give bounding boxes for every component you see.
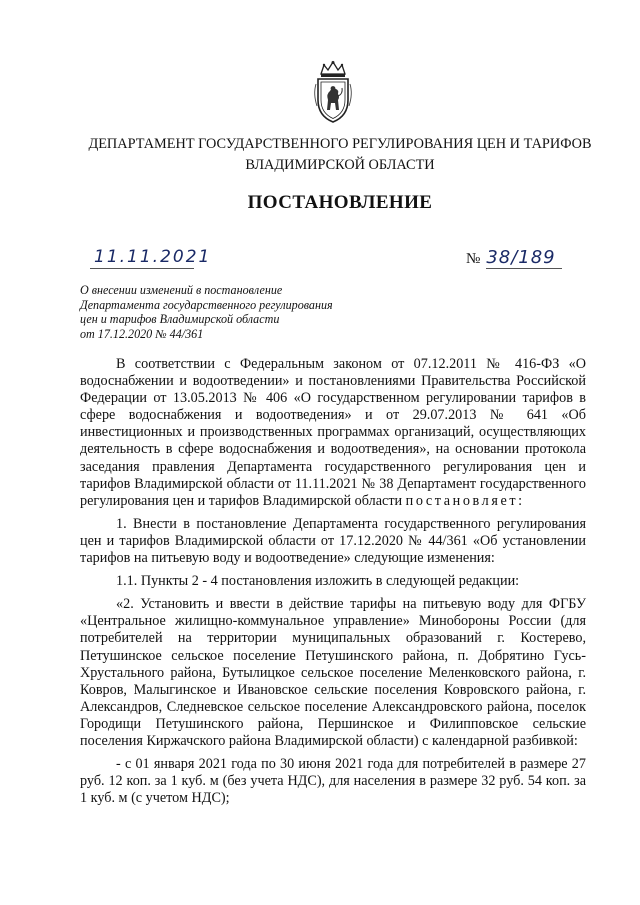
subject-line: цен и тарифов Владимирской области [80,312,280,326]
number-underline [486,268,562,269]
subject-line: Департамента государственного регулирования [80,297,333,312]
document-number-block [466,247,556,268]
department-name-line1: ДЕПАРТАМЕНТ ГОСУДАРСТВЕННОГО РЕГУЛИРОВАНИЯ ЦЕН И ТАРИФОВ [88,136,592,152]
decree-word: постановляет: [405,492,525,509]
item-1-1-paragraph: 1.1. Пункты 2 - 4 постановления изложить в следующей редакции: [116,573,520,590]
document-type-title: ПОСТАНОВЛЕНИЕ [247,192,433,213]
item-1-paragraph: 1. Внести в постановление Департамента государственного регулирования цен и тарифов Владимирской области от 17.12.2020 № 44/361 «Об установлении тарифов на питьевую воду и водоотведение» следующие изменения: [80,515,586,567]
department-name-line2: ВЛАДИМИРСКОЙ ОБЛАСТИ [245,157,435,173]
preamble-paragraph [80,356,586,510]
subject-line: О внесении изменений в постановление [80,283,283,297]
preamble-text: В соответствии с Федеральным законом от 07.12.2011 № 416-ФЗ «О водоснабжении и водоотведении» и постановлениями Правительства Российской Федерации от 13.05.2013 № 406 «О государственном регулировании тарифов в сфере водоснабжения и водоотведения» и от 29.07.2013 № 641 «Об инвестиционных и производственных программах организаций, осуществляющих деятельность в сфере водоснабжения и водоотведения», на основании протокола заседания правления Департамента государственного регулирования цен и тарифов Владимирской области от 11.11.2021 № 38 Департамент государственного регулирования цен и тарифов Владимирской области [80,356,586,509]
item-2-paragraph: «2. Установить и ввести в действие тарифы на питьевую воду для ФГБУ «Центральное жилищно-коммунальное управление» Минобороны России (для потребителей на территории муниципальных образований г. Костерево, Петушинское сельское поселение Петушинского района, п. Добрятино Гусь-Хрустального района, Бутылицкое сельское поселение Меленковского района, г. Ковров, Малыгинское и Ивановское сельские поселения Ковровского района, г. Александров, Следневское сельское поселение Александровского района, поселок Городищи Петушинского района, Першинское и Филипповское сельские поселения Киржачского района Владимирской области) с календарной разбивкой: [80,596,586,749]
subject-line: от 17.12.2020 № 44/361 [80,326,204,341]
document-subject [80,283,400,341]
date-underline [90,268,194,269]
document-number: 38/189 [486,247,556,268]
document-date: 11.11.2021 [94,247,212,267]
vladimir-coat-of-arms-icon [312,60,354,124]
document-body [80,356,586,807]
item-2-dash-paragraph: - с 01 января 2021 года по 30 июня 2021 года для потребителей в размере 27 руб. 12 коп. за 1 куб. м (без учета НДС), для населения в размере 32 руб. 54 коп. за 1 куб. м (с учетом НДС); [80,756,586,807]
number-label: № [466,251,481,267]
